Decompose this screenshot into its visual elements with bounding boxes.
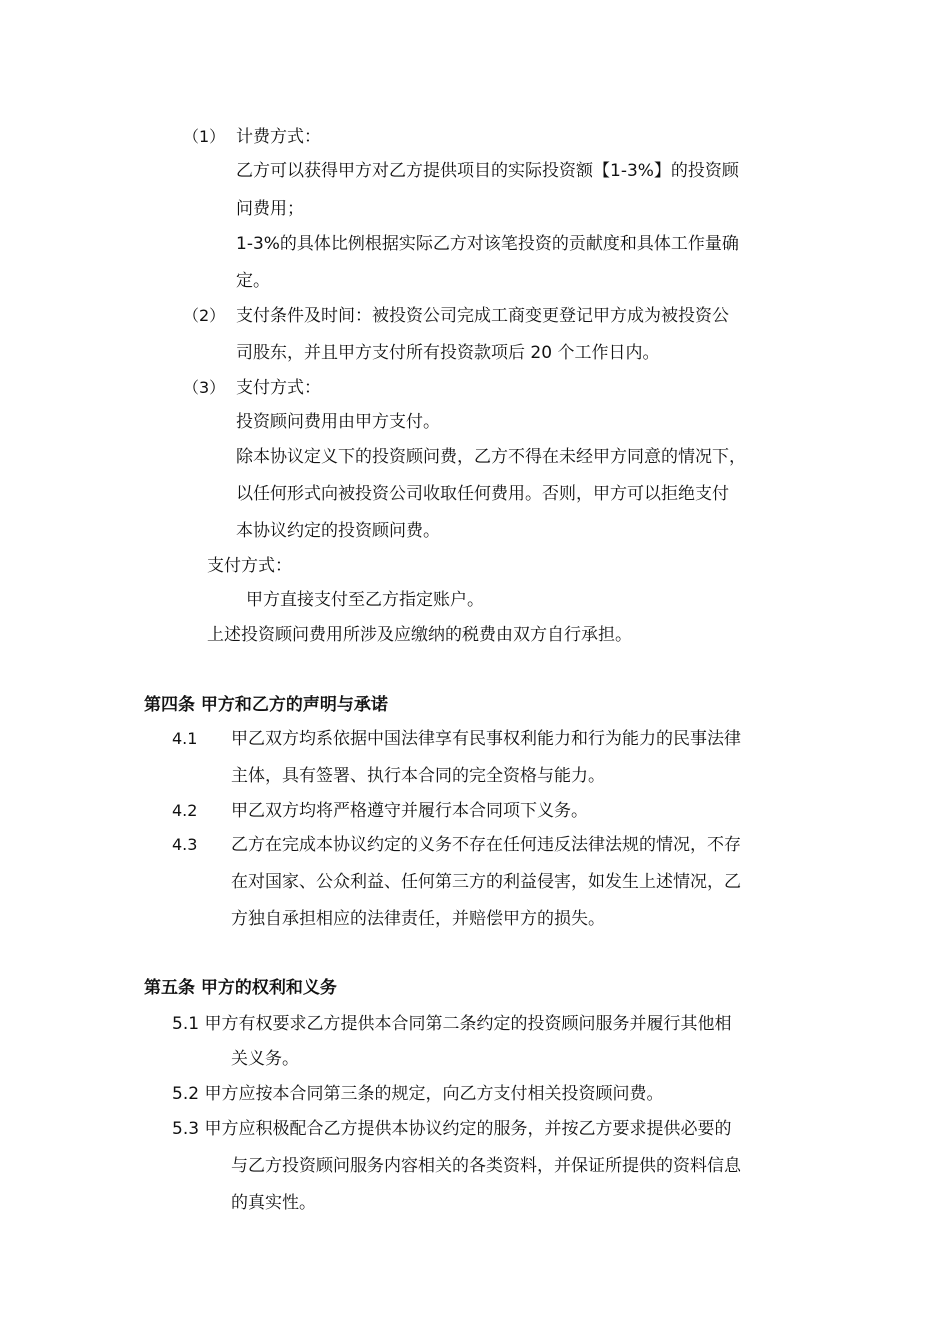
- clause-4-3-number: 4.3: [172, 835, 198, 854]
- item-2-line-1: 支付条件及时间：被投资公司完成工商变更登记甲方成为被投资公: [236, 306, 729, 326]
- payment-method-text: 甲方直接支付至乙方指定账户。: [246, 590, 484, 610]
- clause-5-1-line-1: 5.1 甲方有权要求乙方提供本合同第二条约定的投资顾问服务并履行其他相: [172, 1014, 732, 1034]
- item-2-number: （2）: [183, 306, 226, 325]
- item-1-paragraph-2-line-2: 定。: [236, 271, 270, 291]
- tax-statement: 上述投资顾问费用所涉及应缴纳的税费由双方自行承担。: [207, 625, 632, 645]
- clause-5-1-line-2: 关义务。: [231, 1049, 299, 1069]
- clause-4-3-line-1: 乙方在完成本协议约定的义务不存在任何违反法律法规的情况，不存: [231, 835, 741, 855]
- section-5-heading: 第五条 甲方的权利和义务: [144, 978, 337, 998]
- clause-4-2-line-1: 甲乙双方均将严格遵守并履行本合同项下义务。: [231, 801, 588, 821]
- clause-5-3-line-2: 与乙方投资顾问服务内容相关的各类资料，并保证所提供的资料信息: [231, 1156, 741, 1176]
- payment-method-label: 支付方式：: [207, 556, 292, 576]
- clause-4-3-line-2: 在对国家、公众利益、任何第三方的利益侵害，如发生上述情况，乙: [231, 872, 741, 892]
- clause-5-2-line-1: 5.2 甲方应按本合同第三条的规定，向乙方支付相关投资顾问费。: [172, 1084, 664, 1104]
- section-4-heading: 第四条 甲方和乙方的声明与承诺: [144, 695, 388, 715]
- item-1-paragraph-1-line-1: 乙方可以获得甲方对乙方提供项目的实际投资额【1-3%】的投资顾: [236, 161, 739, 181]
- item-3-paragraph-1: 投资顾问费用由甲方支付。: [236, 412, 440, 432]
- item-1-paragraph-1-line-2: 问费用；: [236, 199, 304, 219]
- clause-5-3-line-3: 的真实性。: [231, 1193, 316, 1213]
- item-3-number: （3）: [183, 378, 226, 397]
- item-3-paragraph-2-line-3: 本协议约定的投资顾问费。: [236, 521, 440, 541]
- clause-4-1-number: 4.1: [172, 729, 198, 748]
- clause-4-3-line-3: 方独自承担相应的法律责任，并赔偿甲方的损失。: [231, 909, 605, 929]
- clause-4-1-line-1: 甲乙双方均系依据中国法律享有民事权利能力和行为能力的民事法律: [231, 729, 741, 749]
- item-3-paragraph-2-line-2: 以任何形式向被投资公司收取任何费用。否则，甲方可以拒绝支付: [236, 484, 729, 504]
- clause-4-2-number: 4.2: [172, 801, 198, 820]
- item-1-title: 计费方式：: [236, 127, 321, 147]
- item-3-paragraph-2-line-1: 除本协议定义下的投资顾问费，乙方不得在未经甲方同意的情况下，: [236, 447, 746, 467]
- item-3-title: 支付方式：: [236, 378, 321, 398]
- item-2-line-2: 司股东，并且甲方支付所有投资款项后 20 个工作日内。: [236, 343, 660, 363]
- item-1-number: （1）: [183, 127, 226, 146]
- clause-4-1-line-2: 主体，具有签署、执行本合同的完全资格与能力。: [231, 766, 605, 786]
- item-1-paragraph-2-line-1: 1-3%的具体比例根据实际乙方对该笔投资的贡献度和具体工作量确: [236, 234, 739, 254]
- clause-5-3-line-1: 5.3 甲方应积极配合乙方提供本协议约定的服务，并按乙方要求提供必要的: [172, 1119, 732, 1139]
